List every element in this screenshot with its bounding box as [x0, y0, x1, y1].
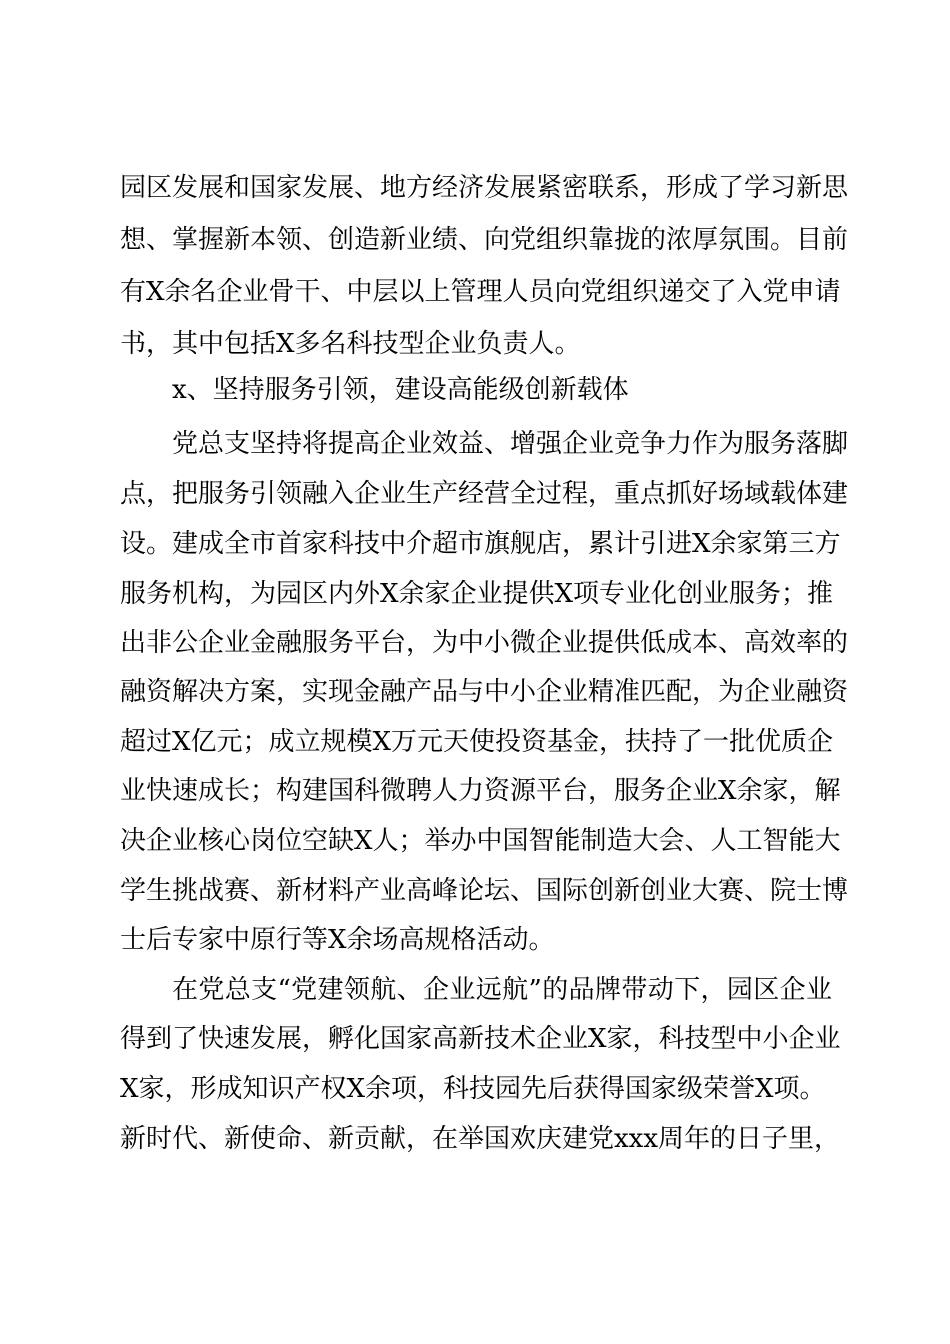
text-line: 想、掌握新本领、创造新业绩、向党组织靠拢的浓厚氛围。目前: [120, 225, 849, 255]
text-line: 得到了快速发展，孵化国家高新技术企业X家，科技型中小企业: [120, 1024, 841, 1054]
text-line: 点，把服务引领融入企业生产经营全过程，重点抓好场域载体建: [120, 479, 849, 509]
text-line: 超过X亿元；成立规模X万元天使投资基金，扶持了一批优质企: [120, 727, 834, 757]
text-line: 书，其中包括X多名科技型企业负责人。: [120, 329, 581, 359]
text-line: 党总支坚持将提高企业效益、增强企业竞争力作为服务落脚: [172, 429, 849, 459]
text-line: 在党总支“党建领航、企业远航”的品牌带动下，园区企业: [172, 975, 832, 1005]
text-line: 有X余名企业骨干、中层以上管理人员向党组织递交了入党申请: [120, 277, 841, 307]
text-line: 学生挑战赛、新材料产业高峰论坛、国际创新创业大赛、院士博: [120, 876, 849, 906]
text-line: 设。建成全市首家科技中介超市旗舰店，累计引进X余家第三方: [120, 529, 841, 559]
text-line: 士后专家中原行等X余场高规格活动。: [120, 925, 555, 955]
text-line: 服务机构，为园区内外X余家企业提供X项专业化创业服务；推: [120, 579, 834, 609]
section-heading: x、坚持服务引领，建设高能级创新载体: [172, 375, 629, 405]
text-line: 新时代、新使命、新贡献，在举国欢庆建党xxx周年的日子里，: [120, 1124, 840, 1154]
text-line: 出非公企业金融服务平台，为中小微企业提供低成本、高效率的: [120, 628, 849, 658]
text-line: 融资解决方案，实现金融产品与中小企业精准匹配，为企业融资: [120, 677, 849, 707]
text-line: X家，形成知识产权X余项，科技园先后获得国家级荣誉X项。: [120, 1074, 826, 1104]
text-line: 业快速成长；构建国科微聘人力资源平台，服务企业X余家，解: [120, 776, 841, 806]
text-line: 决企业核心岗位空缺X人；举办中国智能制造大会、人工智能大: [120, 826, 841, 856]
text-line: 园区发展和国家发展、地方经济发展紧密联系，形成了学习新思: [120, 173, 849, 203]
